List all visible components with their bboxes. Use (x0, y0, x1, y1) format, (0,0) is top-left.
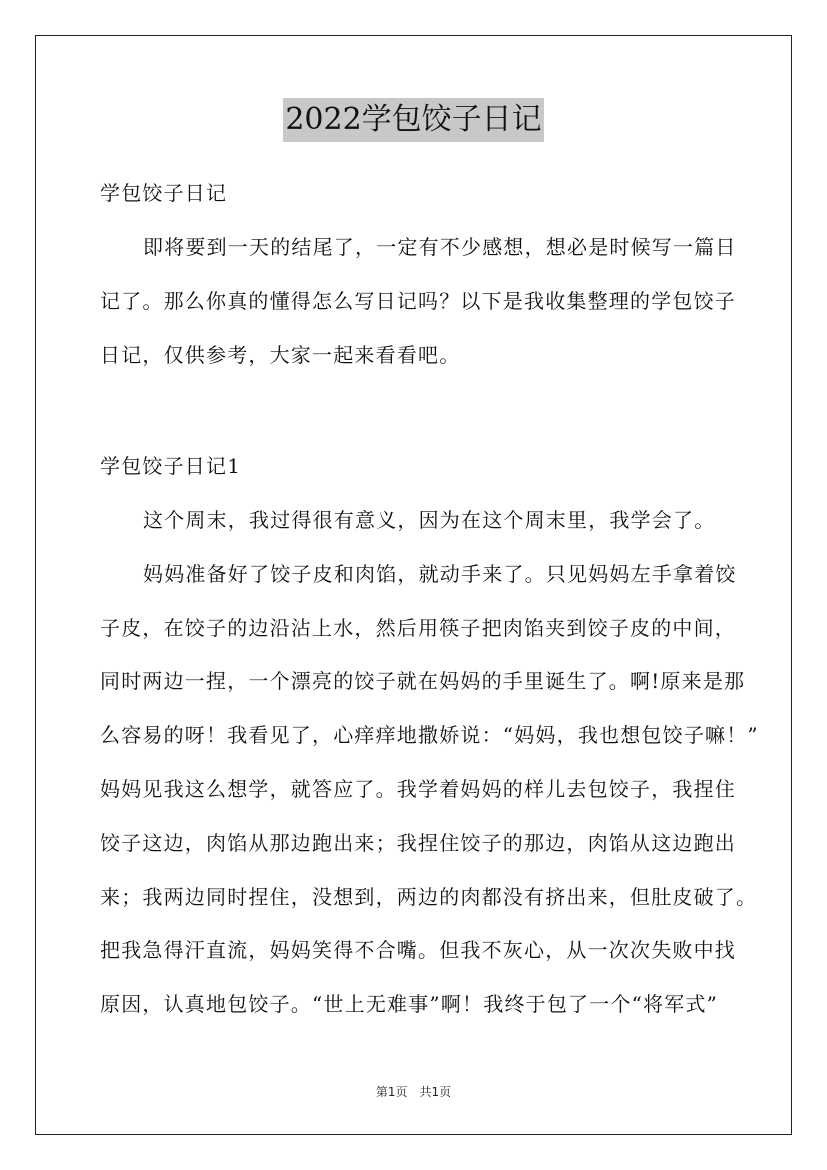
paragraph-line: 么容易的呀！我看见了，心痒痒地撒娇说：“妈妈，我也想包饺子嘛！” (100, 723, 759, 747)
paragraph-line: 妈妈见我这么想学，就答应了。我学着妈妈的样儿去包饺子，我捏住 (100, 777, 736, 801)
paragraph-line: 子皮，在饺子的边沿沾上水，然后用筷子把肉馅夹到饺子皮的中间， (100, 616, 736, 640)
document-heading: 学包饺子日记 (100, 181, 228, 205)
paragraph-line: 妈妈准备好了饺子皮和肉馅，就动手来了。只见妈妈左手拿着饺 (143, 562, 737, 586)
intro-line: 即将要到一天的结尾了，一定有不少感想，想必是时候写一篇日 (143, 235, 737, 259)
paragraph-line: 来；我两边同时捏住，没想到，两边的肉都没有挤出来，但肚皮破了。 (100, 885, 758, 909)
title-container (0, 98, 827, 142)
document-title: 2022学包饺子日记 (283, 98, 543, 142)
intro-line: 日记，仅供参考，大家一起来看看吧。 (100, 343, 461, 367)
paragraph-line: 同时两边一捏，一个漂亮的饺子就在妈妈的手里诞生了。啊!原来是那 (100, 669, 746, 693)
page-number: 第1页 共1页 (375, 1085, 452, 1099)
paragraph-line: 把我急得汗直流，妈妈笑得不合嘴。但我不灰心，从一次次失败中找 (100, 938, 736, 962)
paragraph-line: 饺子这边，肉馅从那边跑出来；我捏住饺子的那边，肉馅从这边跑出 (100, 831, 736, 855)
paragraph-line: 这个周末，我过得很有意义，因为在这个周末里，我学会了。 (143, 508, 716, 532)
paragraph-line: 原因，认真地包饺子。“世上无难事”啊！我终于包了一个“将军式” (100, 992, 719, 1016)
section-heading: 学包饺子日记1 (100, 454, 242, 478)
intro-line: 记了。那么你真的懂得怎么写日记吗？以下是我收集整理的学包饺子 (100, 289, 736, 313)
